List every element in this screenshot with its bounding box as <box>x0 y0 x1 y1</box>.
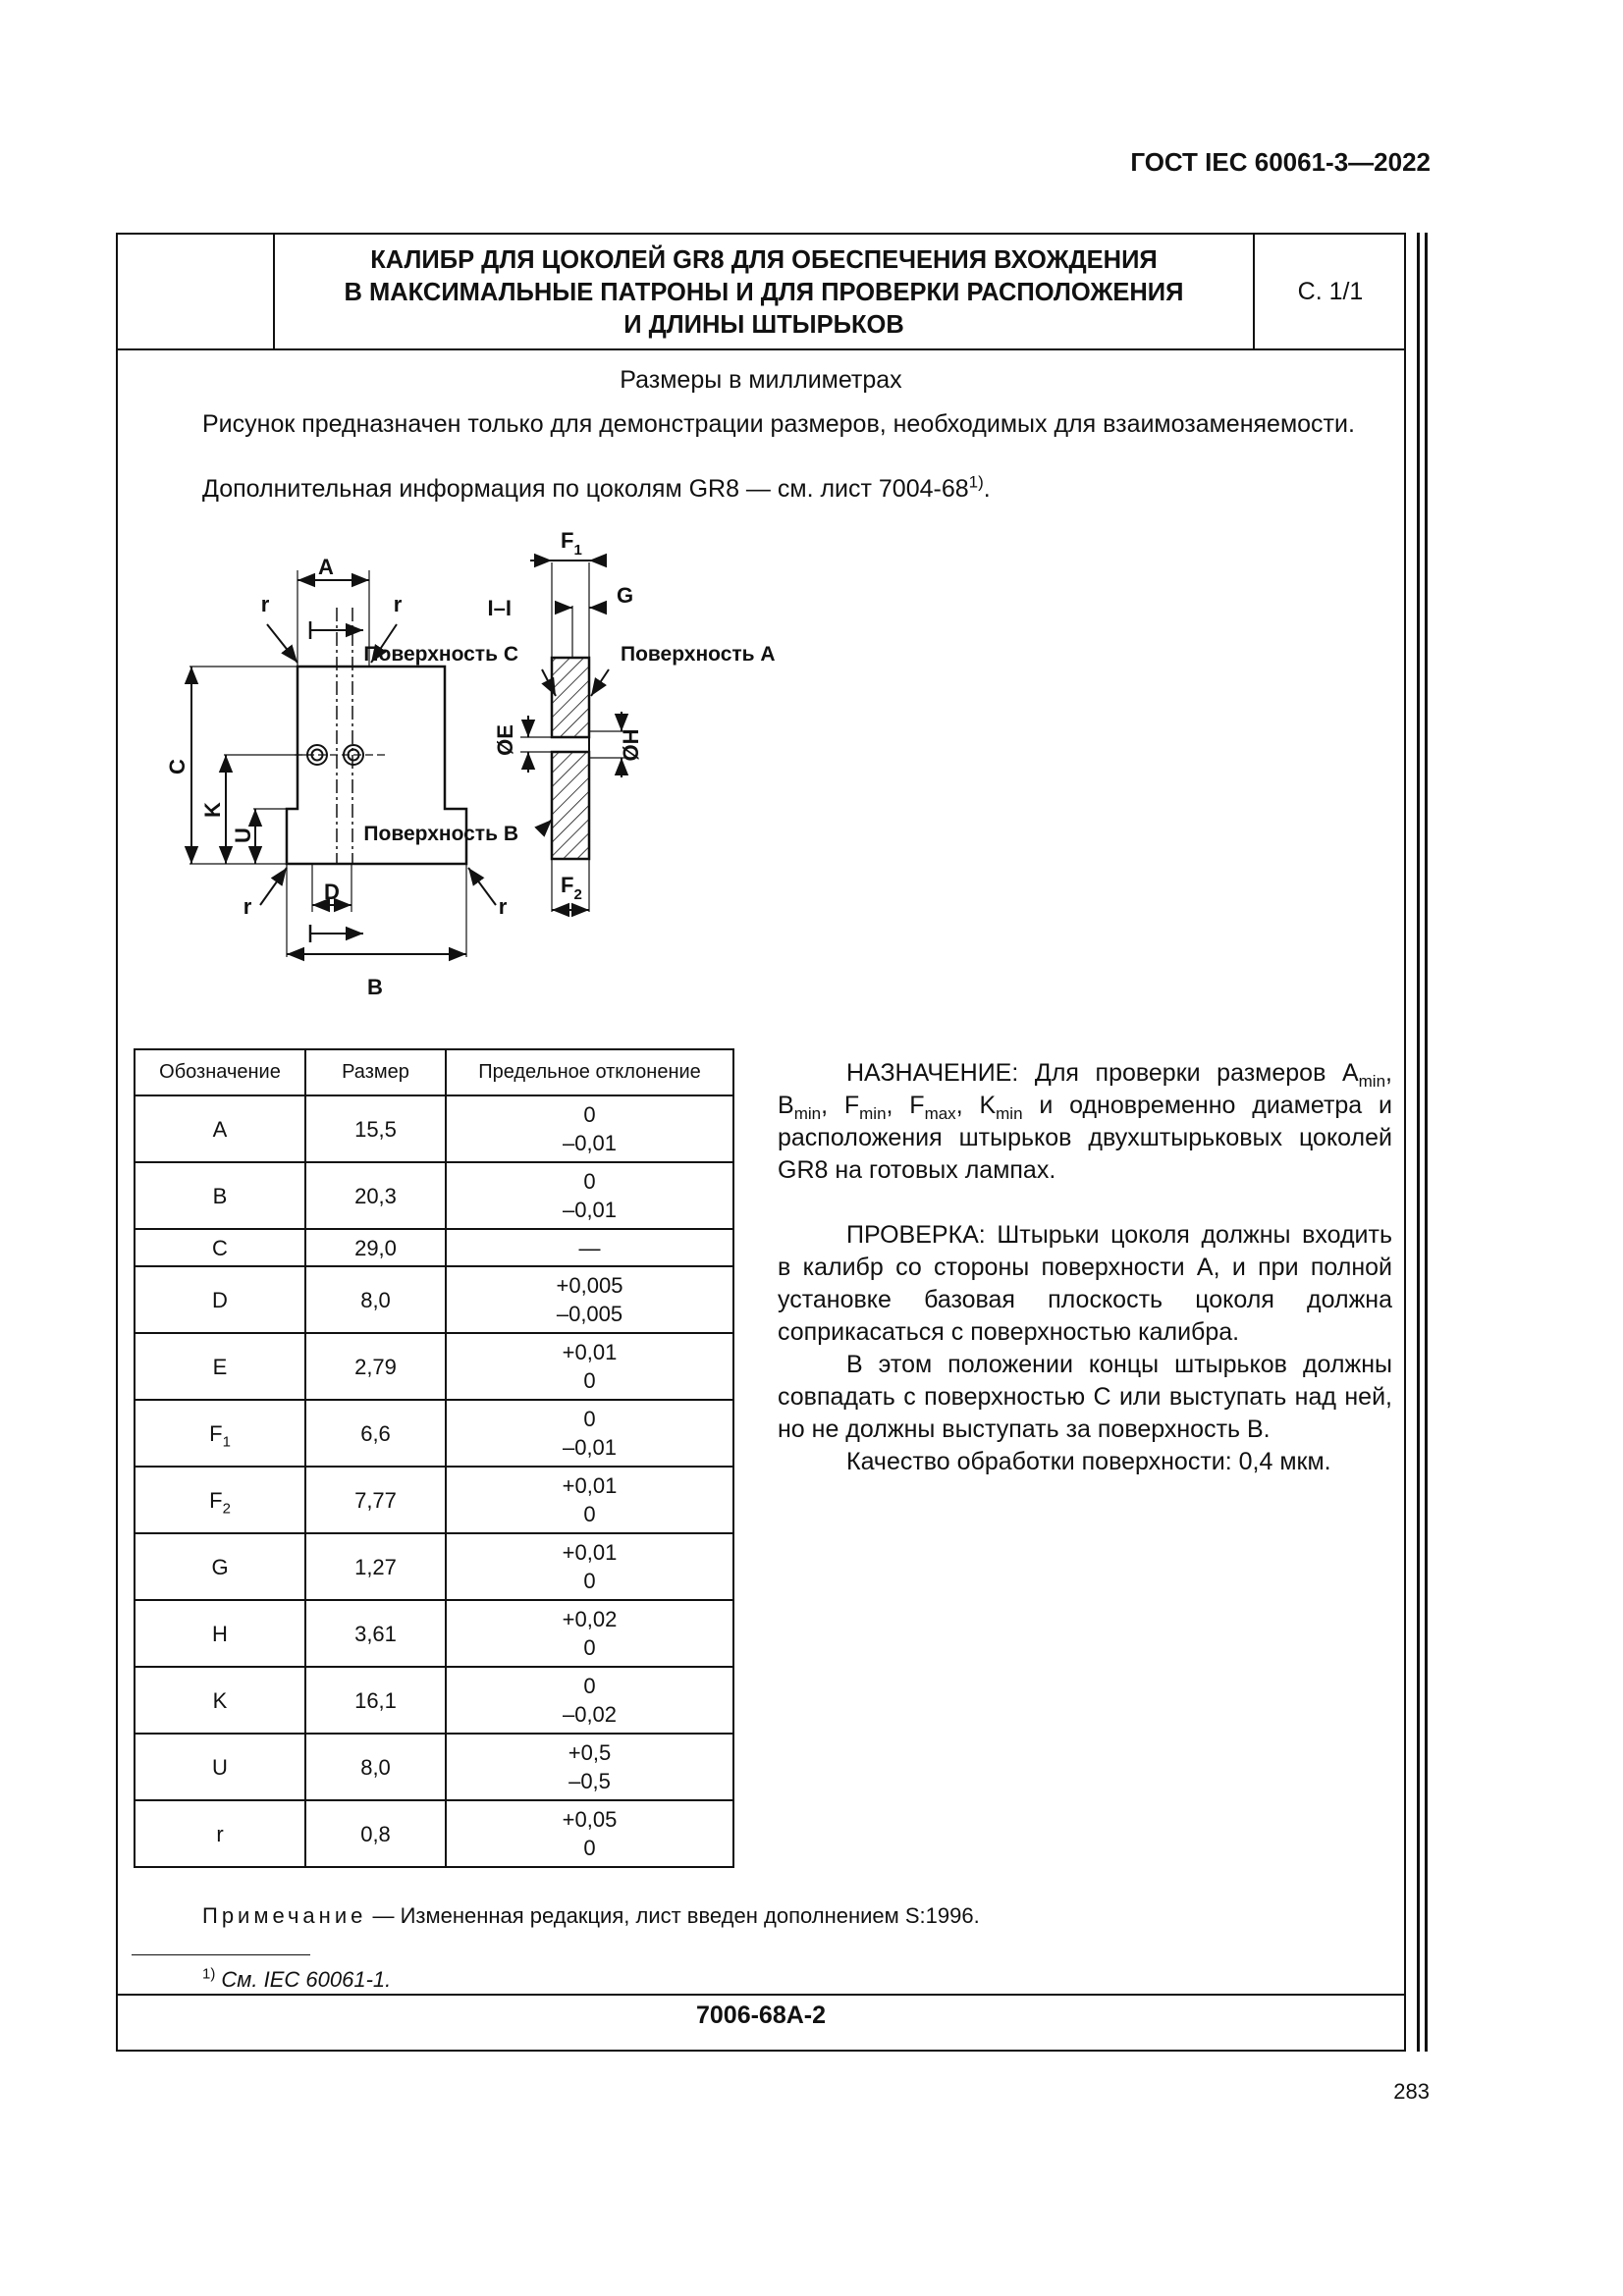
designation-cell: E <box>135 1333 305 1400</box>
intro-paragraph: Рисунок предназначен только для демонстрации размеров, необходимых для взаимозаменяемости. <box>202 410 1355 438</box>
dim-label-B: B <box>367 975 383 999</box>
designation-cell: C <box>135 1229 305 1266</box>
sheet-number: С. 1/1 <box>1297 278 1364 305</box>
designation-cell: D <box>135 1266 305 1333</box>
check-section <box>778 1219 1392 1478</box>
deviation-cell: +0,01 0 <box>446 1333 733 1400</box>
deviation-cell: +0,005 –0,005 <box>446 1266 733 1333</box>
deviation-cell: 0 –0,01 <box>446 1162 733 1229</box>
dim-label-r: r <box>260 592 270 616</box>
note-label: Примечание <box>202 1903 367 1928</box>
size-cell: 2,79 <box>305 1333 446 1400</box>
size-cell: 6,6 <box>305 1400 446 1467</box>
title-line: И ДЛИНЫ ШТЫРЬКОВ <box>623 311 904 339</box>
deviation-cell: — <box>446 1229 733 1266</box>
dim-label-H: ØH <box>619 728 643 762</box>
size-cell: 0,8 <box>305 1800 446 1867</box>
size-cell: 1,27 <box>305 1533 446 1600</box>
table-row <box>135 1533 733 1600</box>
dim-label-A: A <box>318 555 334 579</box>
note <box>202 1903 980 1929</box>
dim-label-F1: $F_1$ <box>561 528 582 559</box>
table-row <box>135 1667 733 1734</box>
dim-label-U: U <box>231 828 255 843</box>
table-row <box>135 1162 733 1229</box>
footnote-mark: 1) <box>202 1965 216 1983</box>
bottom-bar-divider <box>118 1994 1404 1996</box>
footnote-mark: 1) <box>968 472 984 492</box>
footnote <box>202 1967 391 1993</box>
dim-label-C: C <box>165 759 189 774</box>
surface-a-label: Поверхность А <box>621 643 776 666</box>
dim-label-D: D <box>324 880 340 904</box>
dimensions-table <box>134 1048 734 1868</box>
table-body <box>135 1095 733 1867</box>
size-cell: 20,3 <box>305 1162 446 1229</box>
deviation-cell: +0,02 0 <box>446 1600 733 1667</box>
purpose-section <box>778 1057 1392 1187</box>
designation-cell: K <box>135 1667 305 1734</box>
dim-label-r: r <box>498 894 508 919</box>
designation-cell: r <box>135 1800 305 1867</box>
check-paragraph: ПРОВЕРКА: Штырьки цоколя должны входить в калибр со стороны поверхности А, и при полной установке базовая плоскость цоколя должна соприкасаться с поверхностью калибра. <box>778 1221 1392 1346</box>
sheet-frame <box>116 233 1406 2052</box>
table-header-row <box>135 1049 733 1095</box>
dimensions-note: Размеры в миллиметрах <box>620 366 902 394</box>
designation-cell: H <box>135 1600 305 1667</box>
designation-cell: U <box>135 1734 305 1800</box>
size-cell: 3,61 <box>305 1600 446 1667</box>
dim-label-K: K <box>200 802 225 818</box>
column-header: Обозначение <box>135 1049 305 1095</box>
reference-end: . <box>983 475 991 503</box>
deviation-cell: 0 –0,01 <box>446 1400 733 1467</box>
dim-label-F2: $F_2$ <box>561 873 582 903</box>
right-border-line <box>1417 233 1420 2052</box>
table-row <box>135 1467 733 1533</box>
size-cell: 7,77 <box>305 1467 446 1533</box>
table-row <box>135 1734 733 1800</box>
page-number: 283 <box>1393 2079 1430 2104</box>
sheet-code: 7006-68A-2 <box>695 2002 827 2029</box>
footnote-separator <box>132 1954 310 1955</box>
right-border-line <box>1425 233 1428 2052</box>
surface-c-label: Поверхность С <box>363 643 518 666</box>
designation-cell: $F_2$ <box>135 1467 305 1533</box>
deviation-cell: +0,5 –0,5 <box>446 1734 733 1800</box>
designation-cell: $F_1$ <box>135 1400 305 1467</box>
deviation-cell: 0 –0,01 <box>446 1095 733 1162</box>
title-line: В МАКСИМАЛЬНЫЕ ПАТРОНЫ И ДЛЯ ПРОВЕРКИ РАСПОЛОЖЕНИЯ <box>344 279 1184 306</box>
note-text: — Измененная редакция, лист введен дополнением S:1996. <box>366 1903 980 1928</box>
reference-text: Дополнительная информация по цоколям GR8 — см. лист 7004-68 <box>202 475 969 503</box>
column-header: Размер <box>305 1049 446 1095</box>
table-row <box>135 1229 733 1266</box>
deviation-cell: 0 –0,02 <box>446 1667 733 1734</box>
size-cell: 29,0 <box>305 1229 446 1266</box>
size-cell: 8,0 <box>305 1266 446 1333</box>
table-row <box>135 1333 733 1400</box>
designation-cell: B <box>135 1162 305 1229</box>
surface-b-label: Поверхность В <box>363 823 518 845</box>
section-label: I–I <box>487 596 512 620</box>
deviation-cell: +0,05 0 <box>446 1800 733 1867</box>
check-paragraph: Качество обработки поверхности: 0,4 мкм. <box>846 1448 1331 1475</box>
size-cell: 8,0 <box>305 1734 446 1800</box>
standard-header: ГОСТ IEC 60061-3—2022 <box>1130 147 1431 177</box>
dim-label-G: G <box>617 583 634 608</box>
table-row <box>135 1800 733 1867</box>
table-row <box>135 1095 733 1162</box>
designation-cell: G <box>135 1533 305 1600</box>
gauge-section-view <box>118 235 1408 1040</box>
size-cell: 16,1 <box>305 1667 446 1734</box>
designation-cell: A <box>135 1095 305 1162</box>
table-row <box>135 1600 733 1667</box>
deviation-cell: +0,01 0 <box>446 1467 733 1533</box>
title-line: КАЛИБР ДЛЯ ЦОКОЛЕЙ GR8 ДЛЯ ОБЕСПЕЧЕНИЯ ВХОЖДЕНИЯ <box>370 246 1158 274</box>
purpose-paragraph: НАЗНАЧЕНИЕ: Для проверки размеров $A_{min}$, $B_{min}$, $F_{min}$, $F_{max}$, $K_{min}$ и одновременно диаметра и расположения штырьков двухштырьковых цоколей GR8 на готовых лампах. <box>778 1059 1392 1184</box>
table-row <box>135 1400 733 1467</box>
size-cell: 15,5 <box>305 1095 446 1162</box>
dim-label-r: r <box>243 894 252 919</box>
check-paragraph: В этом положении концы штырьков должны совпадать с поверхностью С или выступать над ней, но не должны выступать за поверхность В. <box>778 1351 1392 1443</box>
column-header: Предельное отклонение <box>446 1049 733 1095</box>
table-row <box>135 1266 733 1333</box>
dim-label-r: r <box>393 592 403 616</box>
deviation-cell: +0,01 0 <box>446 1533 733 1600</box>
footnote-text: См. IEC 60061-1. <box>215 1967 392 1992</box>
dim-label-E: ØE <box>493 724 517 756</box>
